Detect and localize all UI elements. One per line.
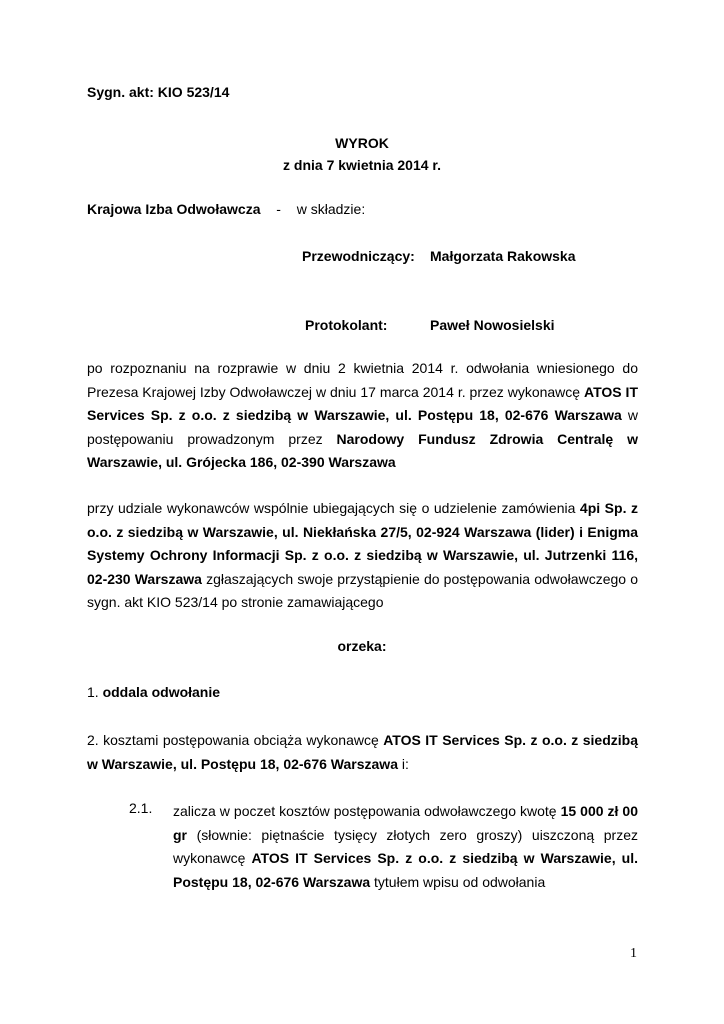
text-segment: zgłaszających swoje przystąpienie do postępowania odwoławczego o sygn. akt KIO 523/14 po stronie zamawiającego xyxy=(87,570,638,610)
payer-name: ATOS IT Services Sp. z o.o. z siedzibą w Warszawie, ul. Postępu 18, 02-676 Warszawa xyxy=(173,850,638,890)
text-segment: tytułem wpisu od odwołania xyxy=(370,873,546,890)
ruling-item-2-1 xyxy=(173,800,638,894)
page-number: 1 xyxy=(630,946,637,961)
clerk-label: Protokolant: xyxy=(305,317,388,333)
text-segment: zalicza w poczet kosztów postępowania odwoławczego kwotę xyxy=(173,803,561,819)
participant-names: 4pi Sp. z o.o. z siedzibą w Warszawie, ul. Niekłańska 27/5, 02-924 Warszawa (lider) i Enigma Systemy Ochrony Informacji Sp. z o.o. z siedzibą w Warszawie, ul. Jutrzenki 116, 02-230 Warszawa xyxy=(87,500,638,587)
text-segment: przy udziale wykonawców wspólnie ubiegających się o udzielenie zamówienia xyxy=(87,500,580,516)
text-segment: (słownie: piętnaście tysięcy złotych zero groszy) uiszczoną przez wykonawcę xyxy=(173,826,638,866)
ruling-item-2 xyxy=(87,729,638,776)
contracting-authority: Narodowy Fundusz Zdrowia Centralę w Warszawie, ul. Grójecka 186, 02-390 Warszawa xyxy=(87,430,638,470)
chamber-name: Krajowa Izba Odwoławcza xyxy=(87,201,261,217)
text-segment: i: xyxy=(397,755,409,772)
text-segment: po rozpoznaniu na rozprawie w dniu 2 kwietnia 2014 r. odwołania wniesionego do Prezesa Krajowej Izby Odwoławczej w dniu 17 marca 2014 r. przez wykonawcę xyxy=(87,360,638,400)
verdict-title: WYROK xyxy=(335,135,389,151)
text-segment: w postępowaniu prowadzonym przez xyxy=(87,407,638,447)
decides-heading: orzeka: xyxy=(337,638,387,654)
item-text: oddala odwołanie xyxy=(102,684,221,700)
text-segment: 2. kosztami postępowania obciąża wykonawcę xyxy=(87,732,384,748)
item-2-1-number: 2.1. xyxy=(129,800,153,816)
paragraph-proceedings xyxy=(87,357,638,475)
fee-amount: 15 000 zł 00 gr xyxy=(173,803,638,843)
appellant-name: ATOS IT Services Sp. z o.o. z siedzibą w Warszawie, ul. Postępu 18, 02-676 Warszawa xyxy=(87,383,638,423)
chamber-line xyxy=(87,201,365,217)
charged-party: ATOS IT Services Sp. z o.o. z siedzibą w Warszawie, ul. Postępu 18, 02-676 Warszawa xyxy=(87,732,638,772)
ruling-item-1 xyxy=(87,684,220,700)
chair-label: Przewodniczący: xyxy=(302,248,415,264)
chair-name: Małgorzata Rakowska xyxy=(430,248,576,264)
paragraph-participants xyxy=(87,497,638,615)
clerk-name: Paweł Nowosielski xyxy=(430,317,555,333)
case-signature: Sygn. akt: KIO 523/14 xyxy=(87,84,230,100)
chamber-dash: - xyxy=(276,201,281,217)
chamber-suffix: w składzie: xyxy=(296,201,366,217)
verdict-date: z dnia 7 kwietnia 2014 r. xyxy=(283,157,441,173)
item-number: 1. xyxy=(87,684,103,700)
